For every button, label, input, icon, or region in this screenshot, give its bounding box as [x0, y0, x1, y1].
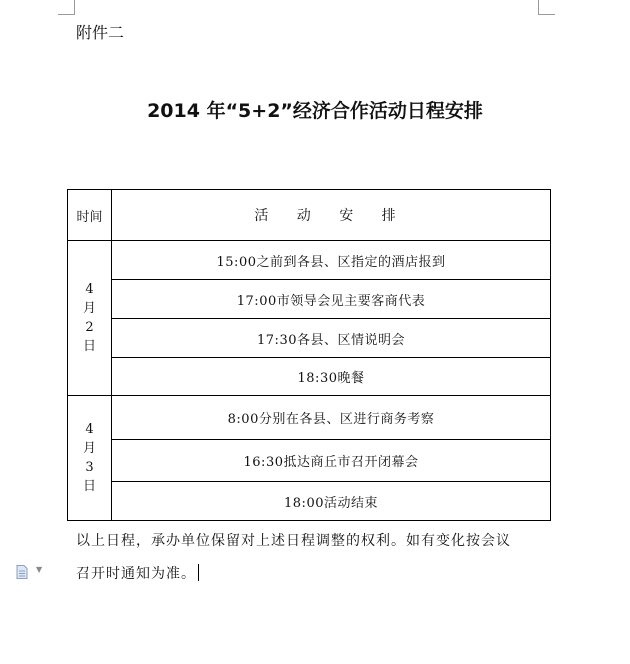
date-char: 3	[85, 460, 94, 475]
date-char: 日	[82, 479, 96, 494]
table-row	[68, 396, 551, 440]
document-icon[interactable]	[16, 565, 28, 579]
attachment-label: 附件二	[76, 23, 125, 42]
date-char: 4	[85, 422, 94, 437]
dropdown-arrow-icon[interactable]: ▼	[36, 565, 43, 574]
footnote-line-2[interactable]	[76, 563, 199, 583]
event-cell: 18:00活动结束	[112, 482, 551, 521]
date-cell-day1	[68, 241, 112, 396]
table-row	[68, 358, 551, 396]
date-char: 4	[85, 282, 94, 297]
header-activity: 活 动 安 排	[112, 190, 551, 241]
event-cell: 17:00市领导会见主要客商代表	[112, 280, 551, 319]
header-time: 时间	[68, 190, 112, 241]
date-char: 月	[82, 301, 96, 316]
date-char: 日	[82, 339, 96, 354]
text-cursor	[198, 564, 199, 581]
date-cell-day2	[68, 396, 112, 521]
table-row	[68, 482, 551, 521]
footnote-line-1: 以上日程，承办单位保留对上述日程调整的权利。如有变化按会议	[76, 533, 511, 549]
date-char: 2	[85, 320, 94, 335]
table-row	[68, 241, 551, 280]
schedule-table	[67, 189, 551, 521]
table-row	[68, 440, 551, 482]
table-header-row	[68, 190, 551, 241]
footnote-line-2-text: 召开时通知为准。	[76, 566, 196, 582]
page-corner-mark-right	[538, 0, 555, 15]
table-row	[68, 319, 551, 358]
event-cell: 15:00之前到各县、区指定的酒店报到	[112, 241, 551, 280]
event-cell: 16:30抵达商丘市召开闭幕会	[112, 440, 551, 482]
document-title: 2014 年“5+2”经济合作活动日程安排	[147, 100, 483, 122]
event-cell: 17:30各县、区情说明会	[112, 319, 551, 358]
page-corner-mark-left	[58, 0, 75, 15]
event-cell: 8:00分别在各县、区进行商务考察	[112, 396, 551, 440]
table-row	[68, 280, 551, 319]
date-char: 月	[82, 441, 96, 456]
event-cell: 18:30晚餐	[112, 358, 551, 396]
